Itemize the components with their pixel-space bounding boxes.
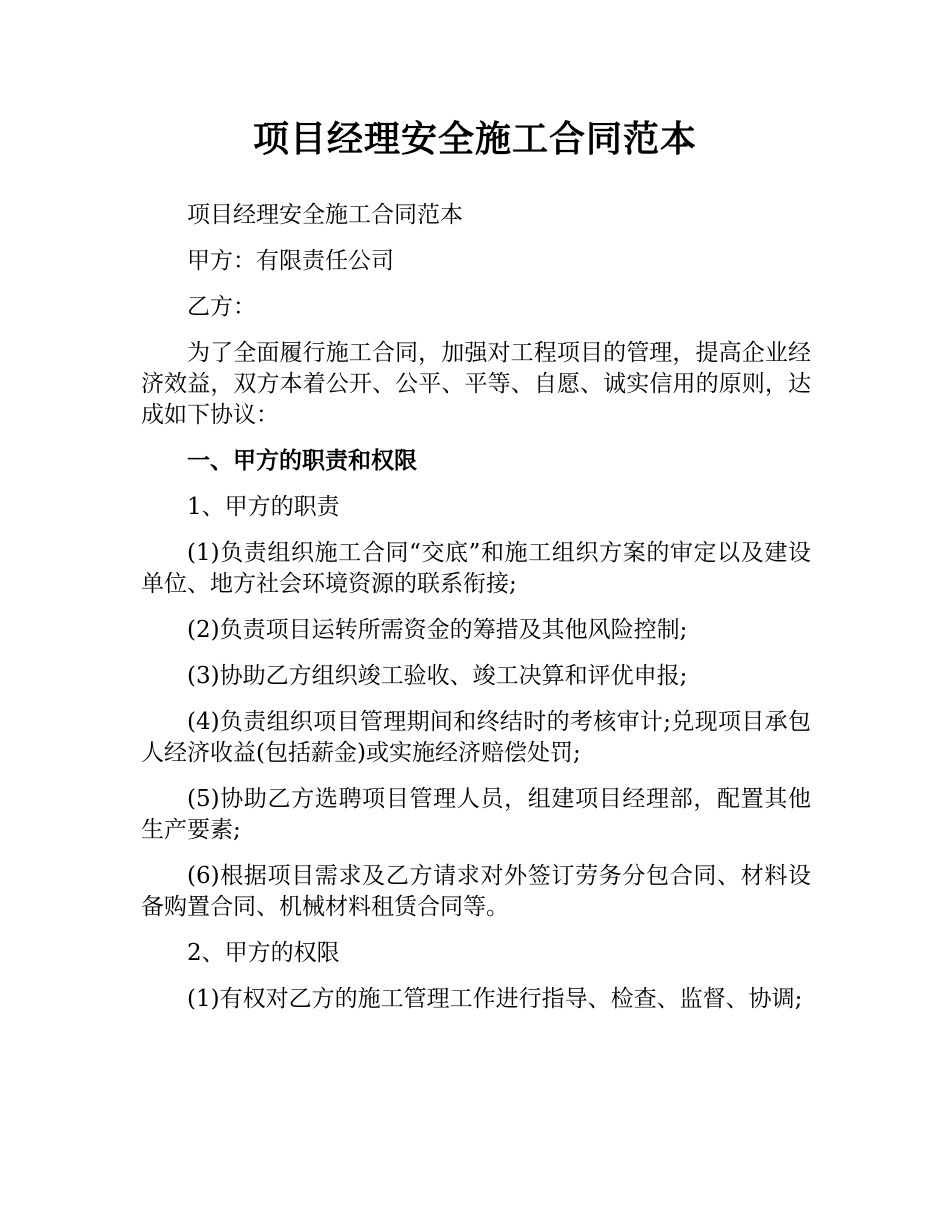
document-body bbox=[141, 200, 811, 1030]
paragraph-preamble: 为了全面履行施工合同，加强对工程项目的管理，提高企业经济效益，双方本着公开、公平、平等、自愿、诚实信用的原则，达成如下协议： bbox=[141, 340, 811, 428]
clause-duty-2: (2)负责项目运转所需资金的筹措及其他风险控制; bbox=[187, 617, 688, 643]
clause-duty-5: (5)协助乙方选聘项目管理人员，组建项目经理部，配置其他生产要素; bbox=[141, 786, 811, 843]
paragraph-party-a: 甲方：有限责任公司 bbox=[187, 248, 394, 274]
clause-duty-6: (6)根据项目需求及乙方请求对外签订劳务分包合同、材料设备购置合同、机械材料租赁合同等。 bbox=[141, 863, 811, 920]
clause-right-1: (1)有权对乙方的施工管理工作进行指导、检查、监督、协调; bbox=[187, 986, 803, 1012]
clause-duty-3: (3)协助乙方组织竣工验收、竣工决算和评优申报; bbox=[187, 663, 688, 689]
clause-duty-1: (1)负责组织施工合同“交底”和施工组织方案的审定以及建设单位、地方社会环境资源的联系衔接; bbox=[141, 540, 811, 597]
clause-duty-4: (4)负责组织项目管理期间和终结时的考核审计;兑现项目承包人经济收益(包括薪金)或实施经济赔偿处罚; bbox=[141, 709, 811, 766]
subsection-party-a-rights: 2、甲方的权限 bbox=[187, 940, 340, 966]
document-title: 项目经理安全施工合同范本 bbox=[252, 119, 697, 160]
section-heading-party-a: 一、甲方的职责和权限 bbox=[187, 448, 417, 474]
paragraph-subtitle: 项目经理安全施工合同范本 bbox=[187, 202, 463, 228]
paragraph-party-b: 乙方： bbox=[187, 294, 256, 320]
subsection-party-a-duties: 1、甲方的职责 bbox=[187, 494, 340, 520]
